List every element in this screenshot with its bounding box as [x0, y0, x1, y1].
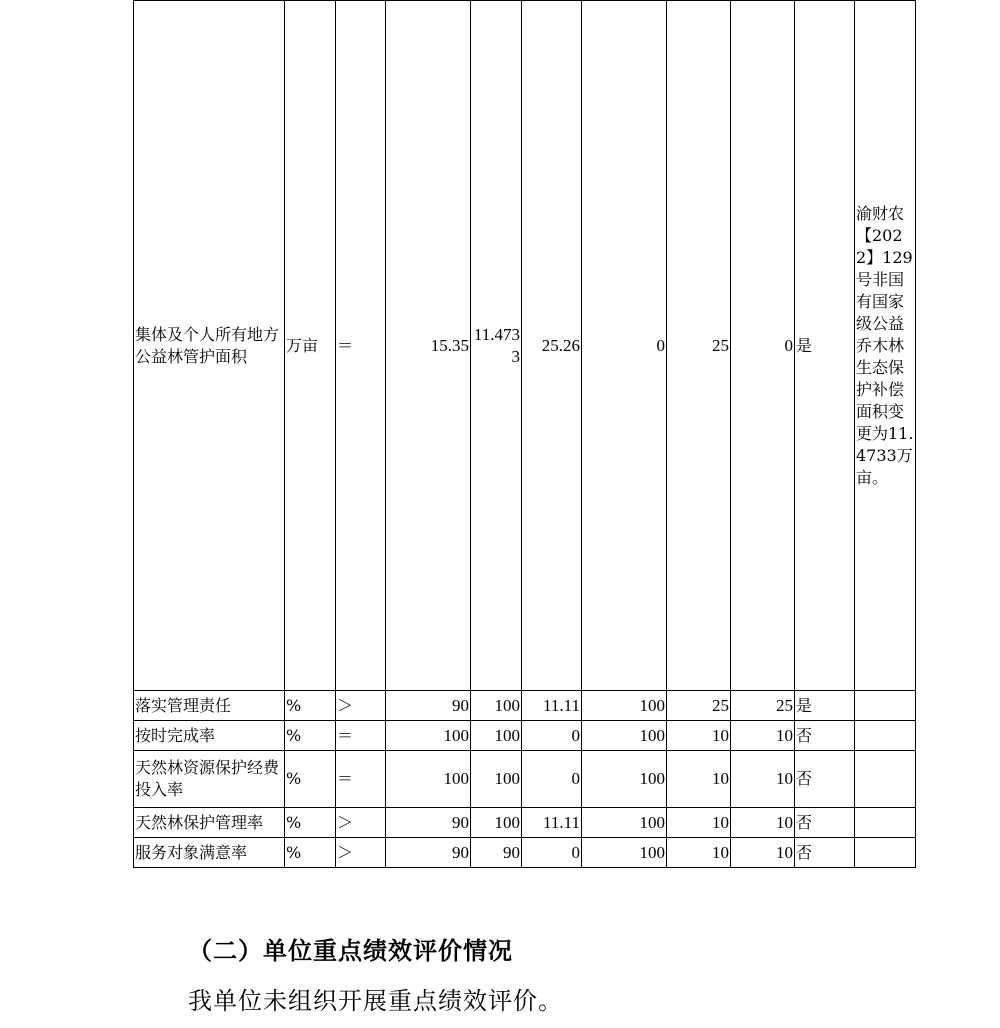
weight-value: 25 [667, 1, 731, 691]
weight-value: 25 [667, 691, 731, 721]
target-value: 15.35 [386, 1, 471, 691]
actual-value: 100 [471, 721, 522, 751]
actual-value: 11.4733 [471, 1, 522, 691]
weight-value: 10 [667, 838, 731, 868]
indicator-name: 天然林资源保护经费投入率 [134, 751, 285, 808]
score-rate-value: 100 [582, 838, 667, 868]
score-value: 10 [731, 838, 795, 868]
indicator-name: 服务对象满意率 [134, 838, 285, 868]
score-value: 25 [731, 691, 795, 721]
deviation-value: 11.11 [522, 808, 582, 838]
score-rate-value: 100 [582, 808, 667, 838]
note-cell [855, 838, 916, 868]
score-value: 10 [731, 751, 795, 808]
note-cell: 渝财农【2022】129号非国有国家级公益乔木林生态保护补偿面积变更为11.4733万亩。 [855, 1, 916, 691]
section-heading: （二）单位重点绩效评价情况 [188, 936, 513, 965]
unit-cell: % [285, 691, 336, 721]
flag-cell: 是 [795, 691, 855, 721]
score-value: 10 [731, 808, 795, 838]
indicator-name: 按时完成率 [134, 721, 285, 751]
indicator-name: 落实管理责任 [134, 691, 285, 721]
note-cell [855, 691, 916, 721]
operator-cell: ＞ [336, 808, 386, 838]
score-value: 0 [731, 1, 795, 691]
target-value: 90 [386, 691, 471, 721]
score-rate-value: 100 [582, 751, 667, 808]
flag-cell: 否 [795, 721, 855, 751]
flag-cell: 否 [795, 751, 855, 808]
unit-cell: 万亩 [285, 1, 336, 691]
deviation-value: 0 [522, 721, 582, 751]
score-rate-value: 100 [582, 691, 667, 721]
performance-table [133, 0, 916, 868]
operator-cell: ＝ [336, 751, 386, 808]
actual-value: 90 [471, 838, 522, 868]
section-body-text: 我单位未组织开展重点绩效评价。 [188, 987, 563, 1015]
table-row [134, 808, 916, 838]
note-cell [855, 808, 916, 838]
score-rate-value: 0 [582, 1, 667, 691]
unit-cell: % [285, 751, 336, 808]
unit-cell: % [285, 808, 336, 838]
score-rate-value: 100 [582, 721, 667, 751]
target-value: 90 [386, 838, 471, 868]
target-value: 90 [386, 808, 471, 838]
indicator-name: 天然林保护管理率 [134, 808, 285, 838]
target-value: 100 [386, 751, 471, 808]
deviation-value: 25.26 [522, 1, 582, 691]
actual-value: 100 [471, 691, 522, 721]
weight-value: 10 [667, 808, 731, 838]
unit-cell: % [285, 721, 336, 751]
note-cell [855, 751, 916, 808]
operator-cell: ＝ [336, 1, 386, 691]
table-row [134, 751, 916, 808]
score-value: 10 [731, 721, 795, 751]
deviation-value: 0 [522, 838, 582, 868]
unit-cell: % [285, 838, 336, 868]
weight-value: 10 [667, 721, 731, 751]
weight-value: 10 [667, 751, 731, 808]
table-row [134, 838, 916, 868]
table-row [134, 1, 916, 691]
operator-cell: ＞ [336, 691, 386, 721]
indicator-name: 集体及个人所有地方公益林管护面积 [134, 1, 285, 691]
deviation-value: 0 [522, 751, 582, 808]
operator-cell: ＞ [336, 838, 386, 868]
flag-cell: 否 [795, 838, 855, 868]
table-row [134, 691, 916, 721]
target-value: 100 [386, 721, 471, 751]
actual-value: 100 [471, 751, 522, 808]
table-row [134, 721, 916, 751]
flag-cell: 是 [795, 1, 855, 691]
flag-cell: 否 [795, 808, 855, 838]
operator-cell: ＝ [336, 721, 386, 751]
actual-value: 100 [471, 808, 522, 838]
deviation-value: 11.11 [522, 691, 582, 721]
note-cell [855, 721, 916, 751]
